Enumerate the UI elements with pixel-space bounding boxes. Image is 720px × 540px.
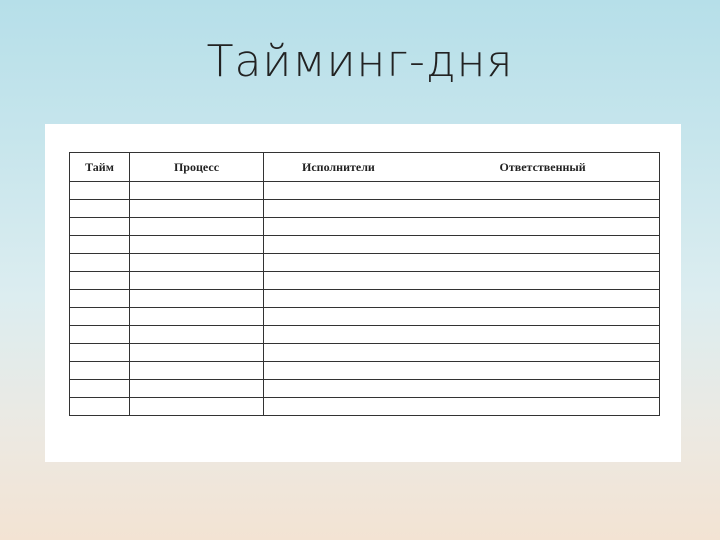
timing-table (69, 152, 660, 416)
cell-time[interactable] (70, 272, 130, 290)
cell-time[interactable] (70, 380, 130, 398)
cell-time[interactable] (70, 326, 130, 344)
cell-time[interactable] (70, 344, 130, 362)
cell-executors-responsible[interactable] (264, 380, 660, 398)
cell-process[interactable] (130, 236, 264, 254)
cell-executors-responsible[interactable] (264, 308, 660, 326)
table-header-row (70, 153, 660, 182)
table-row (70, 182, 660, 200)
cell-executors-responsible[interactable] (264, 290, 660, 308)
cell-time[interactable] (70, 290, 130, 308)
cell-executors-responsible[interactable] (264, 182, 660, 200)
header-process: Процесс (130, 153, 264, 182)
header-time: Тайм (70, 153, 130, 182)
cell-process[interactable] (130, 362, 264, 380)
cell-process[interactable] (130, 344, 264, 362)
cell-process[interactable] (130, 398, 264, 416)
table-row (70, 362, 660, 380)
table-row (70, 272, 660, 290)
cell-process[interactable] (130, 290, 264, 308)
cell-time[interactable] (70, 182, 130, 200)
table-row (70, 308, 660, 326)
table-row (70, 290, 660, 308)
cell-time[interactable] (70, 236, 130, 254)
table-row (70, 380, 660, 398)
cell-executors-responsible[interactable] (264, 362, 660, 380)
table-row (70, 254, 660, 272)
table-row (70, 200, 660, 218)
cell-time[interactable] (70, 254, 130, 272)
cell-time[interactable] (70, 362, 130, 380)
cell-executors-responsible[interactable] (264, 326, 660, 344)
cell-time[interactable] (70, 308, 130, 326)
cell-process[interactable] (130, 272, 264, 290)
cell-executors-responsible[interactable] (264, 254, 660, 272)
cell-process[interactable] (130, 380, 264, 398)
cell-executors-responsible[interactable] (264, 344, 660, 362)
cell-process[interactable] (130, 182, 264, 200)
slide-title: Тайминг-дня (206, 36, 514, 87)
document-sheet (45, 124, 681, 462)
cell-time[interactable] (70, 200, 130, 218)
table-row (70, 398, 660, 416)
table-row (70, 344, 660, 362)
header-executors: Исполнители (264, 153, 462, 182)
cell-executors-responsible[interactable] (264, 218, 660, 236)
cell-process[interactable] (130, 326, 264, 344)
table-body (70, 182, 660, 416)
cell-executors-responsible[interactable] (264, 200, 660, 218)
table-row (70, 218, 660, 236)
cell-executors-responsible[interactable] (264, 236, 660, 254)
cell-time[interactable] (70, 218, 130, 236)
cell-process[interactable] (130, 254, 264, 272)
table-row (70, 326, 660, 344)
cell-executors-responsible[interactable] (264, 398, 660, 416)
cell-process[interactable] (130, 308, 264, 326)
cell-executors-responsible[interactable] (264, 272, 660, 290)
cell-process[interactable] (130, 200, 264, 218)
header-responsible: Ответственный (462, 153, 660, 182)
table-row (70, 236, 660, 254)
cell-time[interactable] (70, 398, 130, 416)
cell-process[interactable] (130, 218, 264, 236)
